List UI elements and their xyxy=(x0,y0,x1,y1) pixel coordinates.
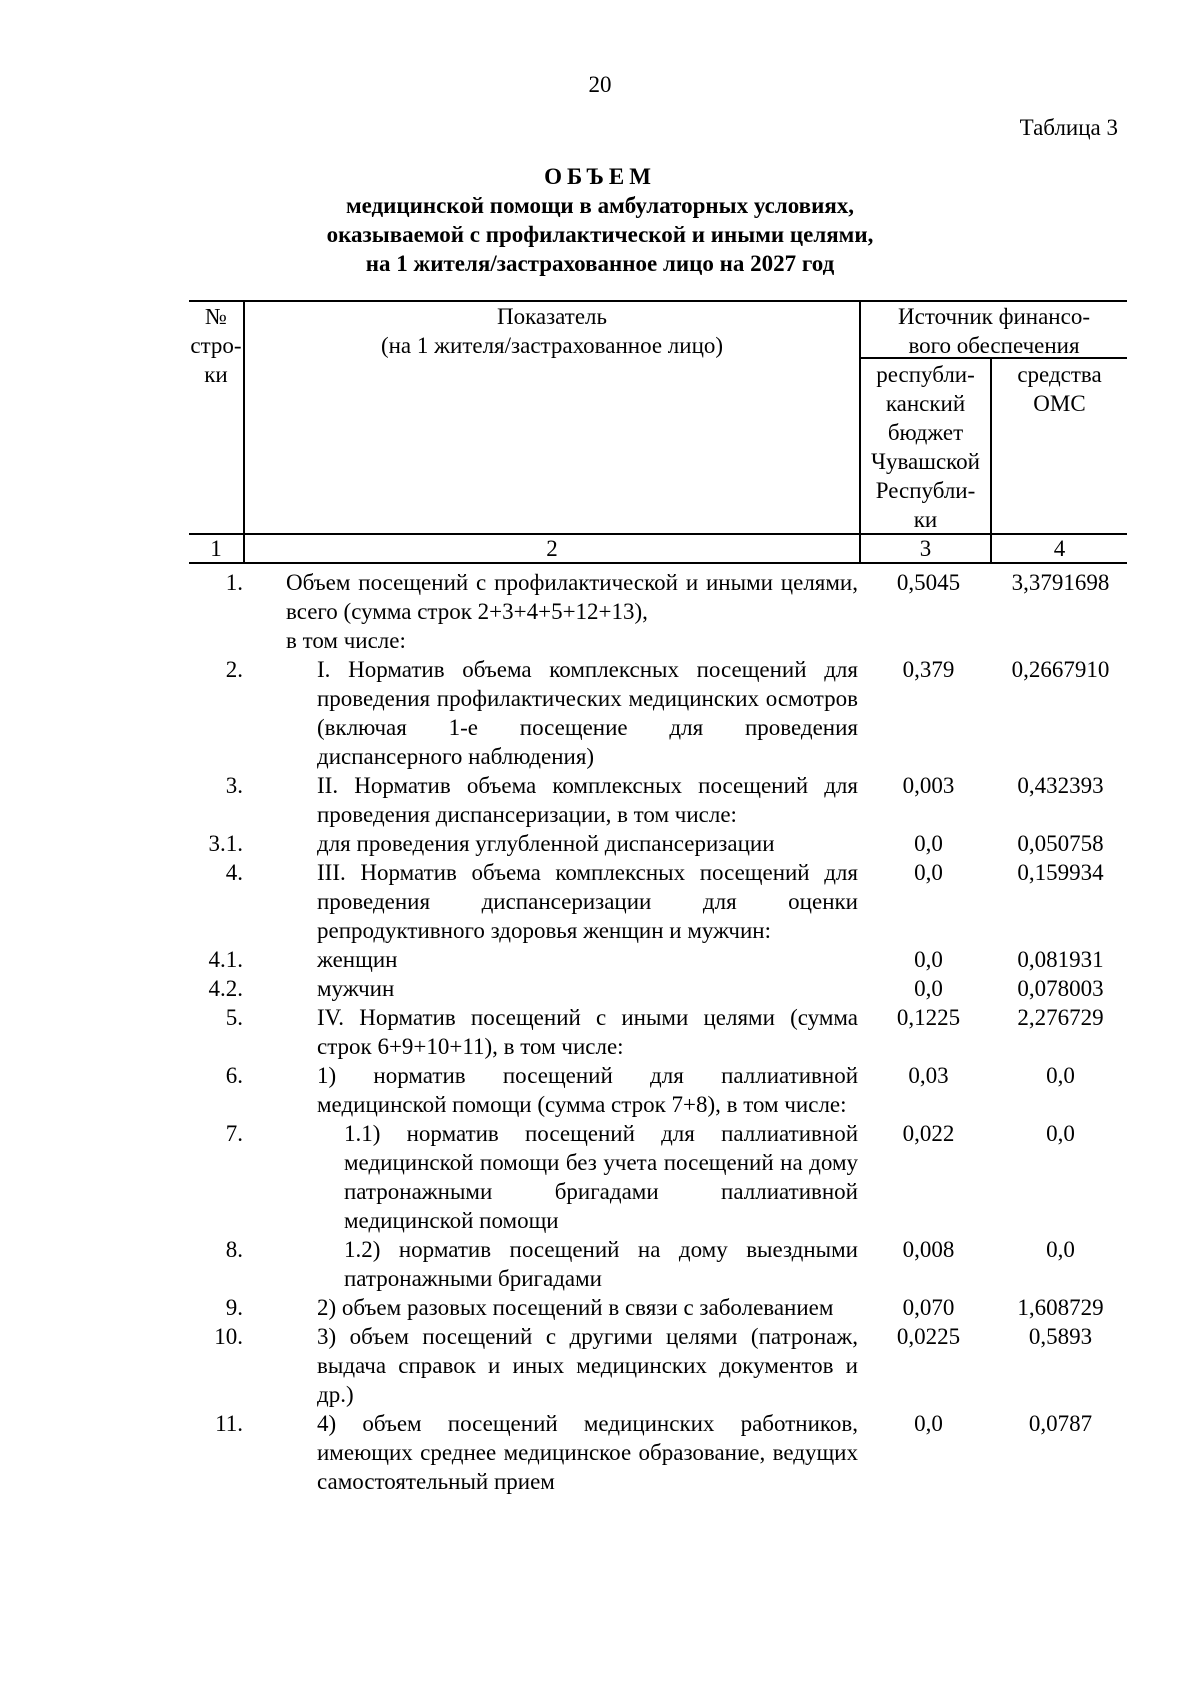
header-col-oms xyxy=(992,360,1127,418)
row-indicator-text: 3) объем посещений с другими целями (патронаж, выдача справок и иных медицинских документов и др.) xyxy=(317,1324,858,1407)
header-col-source-line: Источник финансо- xyxy=(898,304,1090,329)
row-number: 3. xyxy=(225,773,243,798)
header-number-4: 4 xyxy=(1053,536,1066,561)
row-indicator-text: IV. Норматив посещений с иными целями (сумма строк 6+9+10+11), в том числе: xyxy=(317,1005,858,1059)
header-col-indicator-line: Показатель xyxy=(496,304,608,329)
row-indicator-extra: в том числе: xyxy=(286,628,406,653)
table-row xyxy=(189,1293,1127,1322)
row-indicator-text: III. Норматив объема комплексных посещений для проведения диспансеризации для оценки репродуктивного здоровья женщин и мужчин: xyxy=(317,860,858,943)
table-row xyxy=(189,568,1127,655)
header-number-2: 2 xyxy=(546,536,558,561)
table-row xyxy=(189,1322,1127,1409)
row-indicator-text: 2) объем разовых посещений в связи с заболеванием xyxy=(317,1295,834,1320)
row-oms-value: 0,0 xyxy=(1046,1121,1075,1146)
header-col-num-line: № xyxy=(205,304,227,329)
header-col-budget-line: Республи- xyxy=(875,478,976,503)
row-oms-value: 0,078003 xyxy=(1017,976,1104,1001)
row-budget-value: 0,1225 xyxy=(896,1005,961,1030)
header-col-num xyxy=(189,302,243,389)
row-oms-value: 0,081931 xyxy=(1017,947,1104,972)
row-budget-value: 0,070 xyxy=(902,1295,955,1320)
row-indicator-text: I. Норматив объема комплексных посещений для проведения профилактических медицинских осмотров (включая 1-е посещение для проведения диспансерного наблюдения) xyxy=(317,657,858,769)
header-col-indicator xyxy=(245,302,859,360)
header-col-oms-line: ОМС xyxy=(1033,391,1086,416)
row-oms-value: 0,5893 xyxy=(1028,1324,1093,1349)
row-indicator-text: женщин xyxy=(317,947,398,972)
header-col-budget-line: канский xyxy=(885,391,966,416)
row-oms-value: 0,050758 xyxy=(1017,831,1104,856)
header-col-source-line: вого обеспечения xyxy=(908,333,1080,358)
table-row xyxy=(189,1061,1127,1119)
header-number-1: 1 xyxy=(210,536,222,561)
row-budget-value: 0,0225 xyxy=(896,1324,961,1349)
row-oms-value: 1,608729 xyxy=(1017,1295,1104,1320)
document-title xyxy=(0,162,1200,278)
row-indicator xyxy=(243,1119,863,1235)
row-number: 1. xyxy=(225,570,243,595)
row-oms-value: 0,2667910 xyxy=(1011,657,1110,682)
table-row xyxy=(189,945,1127,974)
row-indicator xyxy=(243,858,863,945)
row-budget-value: 0,0 xyxy=(914,860,943,885)
row-oms-value: 0,159934 xyxy=(1017,860,1104,885)
row-number: 2. xyxy=(225,657,243,682)
header-col-source xyxy=(861,302,1127,360)
title-main: ОБЪЕМ xyxy=(544,164,656,189)
row-number: 5. xyxy=(225,1005,243,1030)
header-col-budget-line: республи- xyxy=(876,362,975,387)
header-col-budget-line: ки xyxy=(913,507,938,532)
row-oms-value: 0,432393 xyxy=(1017,773,1104,798)
row-number: 4.2. xyxy=(208,976,243,1001)
header-col-oms-line: средства xyxy=(1017,362,1102,387)
row-indicator xyxy=(243,1061,863,1119)
row-indicator xyxy=(243,1293,863,1322)
row-budget-value: 0,0 xyxy=(914,1411,943,1436)
row-indicator xyxy=(243,1003,863,1061)
table-row xyxy=(189,655,1127,771)
row-budget-value: 0,03 xyxy=(908,1063,949,1088)
table-label: Таблица 3 xyxy=(1019,115,1118,140)
row-indicator-text: Объем посещений с профилактической и иными целями, всего (сумма строк 2+3+4+5+12+13), xyxy=(286,570,858,624)
row-number: 4. xyxy=(225,860,243,885)
header-number-3: 3 xyxy=(919,536,932,561)
table-row xyxy=(189,1235,1127,1293)
row-indicator xyxy=(243,771,863,829)
header-col-indicator-line: (на 1 жителя/застрахованное лицо) xyxy=(380,333,724,358)
row-indicator-text: для проведения углубленной диспансеризации xyxy=(317,831,775,856)
row-indicator xyxy=(243,974,863,1003)
row-number: 8. xyxy=(225,1237,243,1262)
data-table xyxy=(189,568,1127,1496)
row-number: 10. xyxy=(214,1324,243,1349)
row-oms-value: 3,3791698 xyxy=(1011,570,1110,595)
table-row xyxy=(189,1119,1127,1235)
row-budget-value: 0,5045 xyxy=(896,570,961,595)
row-budget-value: 0,003 xyxy=(902,773,955,798)
row-budget-value: 0,0 xyxy=(914,947,943,972)
row-indicator-text: 1.2) норматив посещений на дому выездными патронажными бригадами xyxy=(344,1237,858,1291)
table-row xyxy=(189,974,1127,1003)
row-indicator-text: мужчин xyxy=(317,976,395,1001)
row-oms-value: 0,0 xyxy=(1046,1237,1075,1262)
row-budget-value: 0,0 xyxy=(914,831,943,856)
row-number: 6. xyxy=(225,1063,243,1088)
header-col-budget xyxy=(861,360,990,534)
row-number: 9. xyxy=(225,1295,243,1320)
header-col-budget-line: Чувашской xyxy=(871,449,980,474)
row-indicator xyxy=(243,655,863,771)
row-budget-value: 0,022 xyxy=(902,1121,955,1146)
page-number: 20 xyxy=(588,72,612,97)
row-number: 11. xyxy=(215,1411,243,1436)
table-row xyxy=(189,1409,1127,1496)
title-line-2: оказываемой с профилактической и иными целями, xyxy=(326,222,874,247)
row-indicator xyxy=(243,1235,863,1293)
header-col-num-line: ки xyxy=(204,362,228,387)
table-row xyxy=(189,858,1127,945)
row-indicator xyxy=(243,829,863,858)
row-budget-value: 0,379 xyxy=(902,657,955,682)
header-col-num-line: стро- xyxy=(190,333,242,358)
row-indicator-text: 1.1) норматив посещений для паллиативной медицинской помощи без учета посещений на дому патронажными бригадами паллиативной медицинской помощи xyxy=(344,1121,858,1233)
row-budget-value: 0,0 xyxy=(914,976,943,1001)
header-col-budget-line: бюджет xyxy=(887,420,964,445)
row-number: 7. xyxy=(225,1121,243,1146)
row-oms-value: 0,0 xyxy=(1046,1063,1075,1088)
row-indicator xyxy=(243,945,863,974)
title-line-1: медицинской помощи в амбулаторных условиях, xyxy=(345,193,855,218)
table-row xyxy=(189,771,1127,829)
title-line-3: на 1 жителя/застрахованное лицо на 2027 год xyxy=(365,251,835,276)
row-oms-value: 0,0787 xyxy=(1028,1411,1093,1436)
row-indicator-text: II. Норматив объема комплексных посещений для проведения диспансеризации, в том числе: xyxy=(317,773,858,827)
row-indicator-text: 4) объем посещений медицинских работников, имеющих среднее медицинское образование, ведущих самостоятельный прием xyxy=(317,1411,858,1494)
row-number: 3.1. xyxy=(208,831,243,856)
row-indicator xyxy=(243,1322,863,1409)
table-row xyxy=(189,1003,1127,1061)
row-budget-value: 0,008 xyxy=(902,1237,955,1262)
row-oms-value: 2,276729 xyxy=(1017,1005,1104,1030)
row-indicator xyxy=(243,1409,863,1496)
table-row xyxy=(189,829,1127,858)
row-number: 4.1. xyxy=(208,947,243,972)
row-indicator xyxy=(243,568,863,655)
row-indicator-text: 1) норматив посещений для паллиативной медицинской помощи (сумма строк 7+8), в том числе: xyxy=(317,1063,858,1117)
